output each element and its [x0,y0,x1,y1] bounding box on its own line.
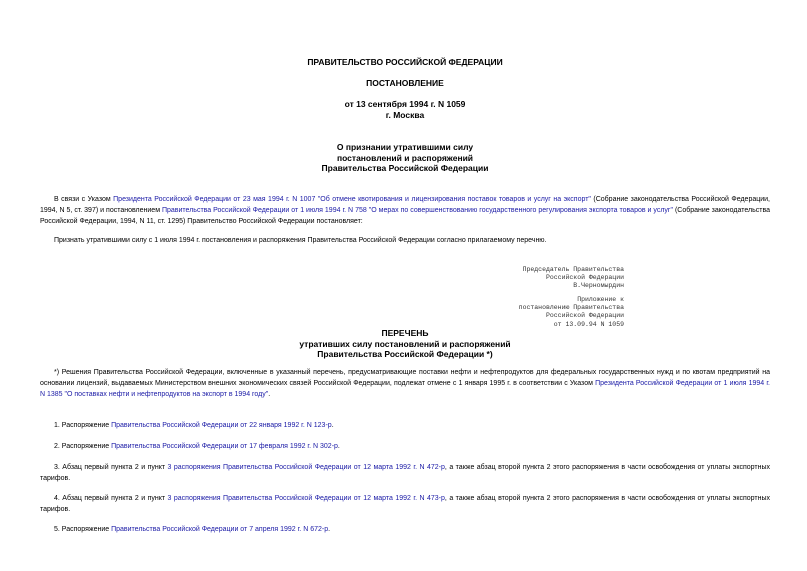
ukaz-1007-link[interactable]: Президента Российской Федерации от 23 мая 1994 г. N 1007 "Об отмене квотирования и лицензирования поставок товаров и услуг на экспорт" [113,196,591,203]
rasporyazhenie-672-link[interactable]: Правительства Российской Федерации от 7 апреля 1992 г. N 672-р [111,526,329,533]
list-header-line-3: Правительства Российской Федерации *) [317,349,493,359]
signature-position-1: Председатель Правительства [522,266,624,273]
list-item-suffix: . [337,443,340,450]
list-item-prefix: 4. Абзац первый пункта 2 и пункт [54,495,168,502]
document-page [40,0,770,571]
title-line-3: Правительства Российской Федерации [321,163,489,173]
signature-position-2: Российской Федерации [545,274,624,282]
appendix-line-4: от 13.09.94 N 1059 [553,320,624,328]
resolution-paragraph: Признать утратившими силу с 1 июля 1994 г. постановления и распоряжения Правительства Российской Федерации согласно прилагаемому перечню. [54,237,547,244]
doc-type-block [40,78,770,89]
list-item-suffix: . [328,526,331,533]
city: г. Москва [385,109,425,120]
intro-text-2: (Собрание законодательства Российской Федерации, 1994, N 5, ст. 397) и постановлением [40,196,771,214]
signature-block [523,266,624,291]
government-title: ПРАВИТЕЛЬСТВО РОССИЙСКОЙ ФЕДЕРАЦИИ [307,57,503,67]
date-block [40,99,770,120]
doc-type: ПОСТАНОВЛЕНИЕ [366,78,444,88]
list-item-prefix: 3. Абзац первый пункта 2 и пункт [54,464,168,471]
list-item [40,462,770,484]
list-header [40,328,770,360]
list-item-prefix: 2. Распоряжение [54,443,112,450]
appendix-line-1: Приложение к [577,296,624,303]
signature-name: В.Черномырдин [573,282,624,290]
list-item-suffix: , а также абзац второй пункта 2 этого распоряжения в части освобождения от уплаты экспортных тарифов. [40,495,770,513]
rasporyazhenie-302-link[interactable]: Правительства Российской Федерации от 17 февраля 1992 г. N 302-р [111,443,338,450]
list-item [40,524,770,535]
list-item-prefix: 5. Распоряжение [54,526,112,533]
intro-text-1: В связи с Указом [54,196,114,203]
title-line-1: О признании утратившими силу [336,142,474,152]
appendix-line-2: постановлению Правительства [518,304,624,312]
document-header [40,57,770,68]
list-item [40,441,770,452]
footnote-text-2: . [268,391,271,398]
list-header-line-2: утративших силу постановлений и распоряжений [299,338,511,349]
postanovlenie-758-link[interactable]: Правительства Российской Федерации от 1 июля 1994 г. N 758 "О мерах по совершенствованию государственного регулирования экспорта товаров и услуг" [161,207,673,214]
footnote-text-1: *) Решения Правительства Российской Федерации, включенные в указанный перечень, предусматривающие поставки нефти и нефтепродуктов для федеральных государственных нужд и по квотам предприятий на основании лицензий, выдаваемых Министерством внешних экономических связей Российской Федерации, подлежат отмене с 1 января 1995 г. в соответствии с Указом [40,369,770,387]
list-item-suffix: . [331,422,334,429]
rasporyazhenie-472-link[interactable]: 3 распоряжения Правительства Российской Федерации от 12 марта 1992 г. N 472-р [167,464,445,471]
intro-paragraph [40,194,770,227]
intro-text-3: (Собрание законодательства Российской Федерации, 1994, N 11, ст. 1295) Правительство Российской Федерации постановляет: [40,207,770,225]
list-header-line-1: ПЕРЕЧЕНЬ [381,328,429,338]
ukaz-1385-link[interactable]: Президента Российской Федерации от 1 июля 1994 г. N 1385 "О поставках нефти и нефтепродуктов на экспорт в 1994 году" [40,380,771,398]
date-number: от 13 сентября 1994 г. N 1059 [344,99,466,109]
list-item [40,493,770,515]
appendix-block [519,296,624,329]
list-item [40,420,770,431]
list-item-suffix: , а также абзац второй пункта 2 этого распоряжения в части освобождения от уплаты экспортных тарифов. [40,464,770,482]
list-item-prefix: 1. Распоряжение [54,422,112,429]
document-title [40,142,770,174]
rasporyazhenie-473-link[interactable]: 3 распоряжения Правительства Российской Федерации от 12 марта 1992 г. N 473-р [167,495,445,502]
title-line-2: постановлений и распоряжений [336,152,474,163]
footnote-paragraph [40,367,770,400]
appendix-line-3: Российской Федерации [545,312,624,320]
rasporyazhenie-123-link[interactable]: Правительства Российской Федерации от 22 января 1992 г. N 123-р [111,422,332,429]
